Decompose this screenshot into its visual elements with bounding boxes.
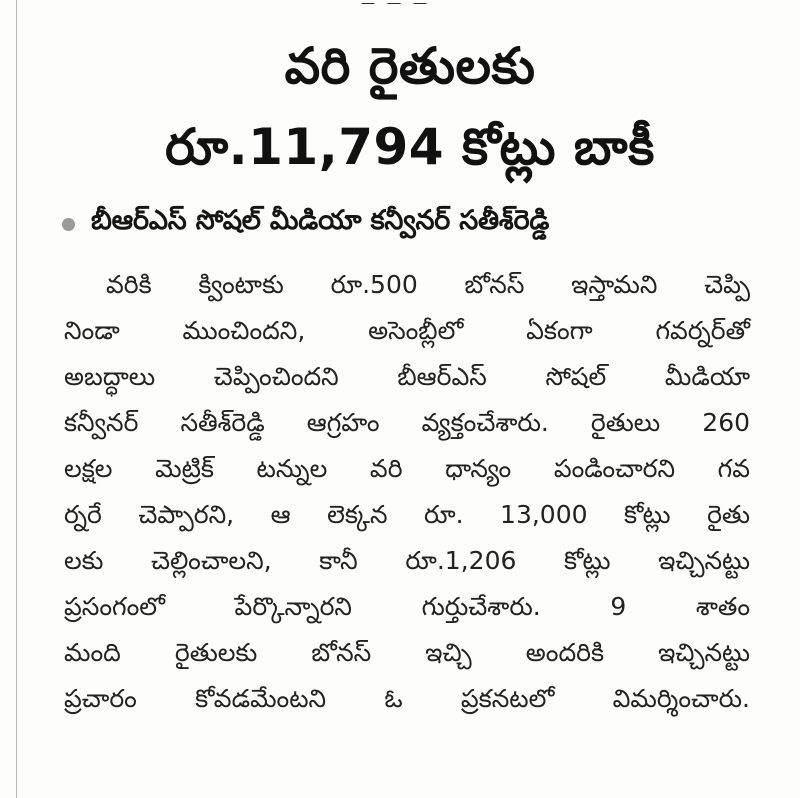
body-line: కన్వీనర్ సతీశ్‌రెడ్డి ఆగ్రహం వ్యక్తంచేశారు. రైతులు 260: [64, 408, 750, 437]
cropped-glyph: [386, 3, 402, 4]
cropped-glyph: [412, 3, 428, 4]
cropped-glyph: [360, 3, 376, 4]
headline-line-1: వరి రైతులకు: [284, 37, 536, 95]
body-line: ప్రచారం కోవడమేంటని ఓ ప్రకనటలో విమర్శించారు.: [64, 684, 750, 713]
headline-line-2: రూ.11,794 కోట్లు బాకీ: [165, 118, 655, 176]
body-line: అబద్ధాలు చెప్పించిందని బీఆర్ఎస్ సోషల్ మీడియా: [64, 362, 750, 391]
cropped-previous-text: [360, 0, 450, 4]
subheading: [62, 200, 549, 248]
body-line: లకు చెల్లించాలని, కానీ రూ.1,206 కోట్లు ఇచ్చినట్టు: [64, 546, 750, 575]
bullet-icon: [62, 218, 75, 231]
column-divider: [16, 0, 17, 798]
body-line: ర్నరే చెప్పారని, ఆ లెక్కన రూ. 13,000 కోట్లు రైతు: [64, 500, 750, 529]
body-line: లక్షల మెట్రిక్ టన్నుల వరి ధాన్యం పండించారని గవ: [64, 454, 750, 483]
article-body: [64, 262, 750, 722]
subheading-text: బీఆర్ఎస్ సోషల్ మీడియా కన్వీనర్ సతీశ్‌రెడ్డి: [91, 205, 550, 236]
body-line: మంది రైతులకు బోనస్ ఇచ్చి అందరికి ఇచ్చినట్టు: [64, 638, 750, 667]
body-line: నిండా ముంచిందని, అసెంబ్లీలో ఏకంగా గవర్నర్‌తో: [64, 316, 750, 345]
body-line: వరికి క్వింటాకు రూ.500 బోనస్ ఇస్తామని చెప్పి: [106, 270, 750, 299]
body-line: ప్రసంగంలో పేర్కొన్నారని గుర్తుచేశారు. 9 శాతం: [64, 592, 750, 621]
